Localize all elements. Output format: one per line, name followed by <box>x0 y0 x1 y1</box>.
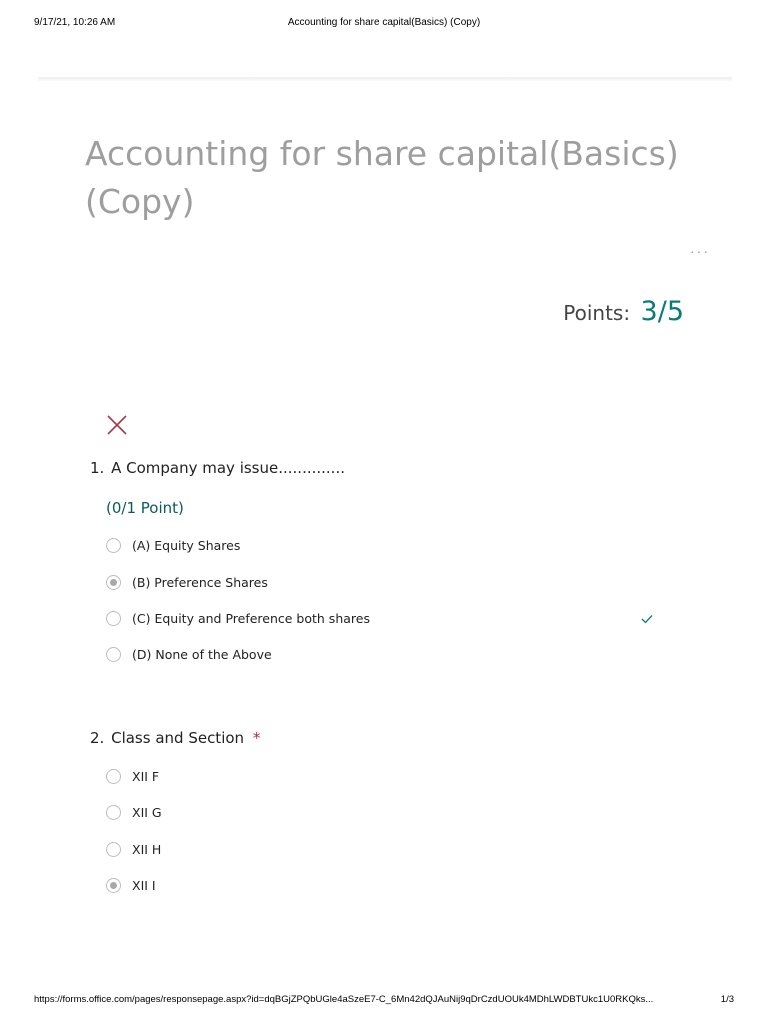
question-1-option-a[interactable] <box>106 537 666 557</box>
radio-button[interactable] <box>106 842 121 857</box>
question-number: 2. <box>90 729 105 747</box>
option-label: (A) Equity Shares <box>132 538 241 553</box>
points-summary <box>563 296 684 327</box>
radio-button[interactable] <box>106 647 121 662</box>
required-mark: * <box>252 729 261 747</box>
option-label: XII F <box>132 769 160 784</box>
question-1-option-c[interactable] <box>106 610 666 630</box>
option-label: XII H <box>132 842 162 857</box>
question-2-option-xii-g[interactable] <box>106 804 666 824</box>
radio-button-selected[interactable] <box>106 575 121 590</box>
radio-button[interactable] <box>106 611 121 626</box>
option-label: (B) Preference Shares <box>132 575 268 590</box>
print-footer <box>34 994 734 1008</box>
form-title: Accounting for share capital(Basics) (Copy) <box>85 134 679 221</box>
option-label: (C) Equity and Preference both shares <box>132 611 370 626</box>
question-number: 1. <box>90 459 105 477</box>
print-document-title: Accounting for share capital(Basics) (Copy) <box>287 17 481 28</box>
radio-button[interactable] <box>106 769 121 784</box>
question-text: A Company may issue.............. <box>111 459 345 477</box>
radio-button[interactable] <box>106 538 121 553</box>
radio-button-selected[interactable] <box>106 878 121 893</box>
option-label: (D) None of the Above <box>132 647 272 662</box>
checkmark-icon <box>640 613 654 625</box>
question-1-option-b[interactable] <box>106 574 666 594</box>
radio-button[interactable] <box>106 805 121 820</box>
question-2-option-xii-f[interactable] <box>106 768 666 788</box>
points-value: 3/5 <box>640 296 684 327</box>
print-page-number: 1/3 <box>720 994 734 1005</box>
question-1-title <box>90 459 345 477</box>
question-1-score: (0/1 Point) <box>106 499 184 517</box>
print-date: 9/17/21, 10:26 AM <box>34 17 116 28</box>
more-options-button[interactable]: ··· <box>690 243 710 259</box>
question-2-title <box>90 729 260 747</box>
question-1-option-d[interactable] <box>106 646 666 666</box>
points-label: Points: <box>563 301 631 325</box>
option-label: XII G <box>132 805 162 820</box>
question-2-option-xii-i[interactable] <box>106 877 666 897</box>
wrong-icon <box>106 414 128 436</box>
print-header <box>34 17 734 31</box>
option-label: XII I <box>132 878 156 893</box>
question-text: Class and Section <box>111 729 245 747</box>
form-card-top-border <box>38 77 732 81</box>
print-url: https://forms.office.com/pages/responsepage.aspx?id=dqBGjZPQbUGle4aSzeE7-C_6Mn42dQJAuNij9qDrCzdUOUk4MDhLWDBTUkc1U0RKQks... <box>34 994 654 1005</box>
question-2-option-xii-h[interactable] <box>106 841 666 861</box>
